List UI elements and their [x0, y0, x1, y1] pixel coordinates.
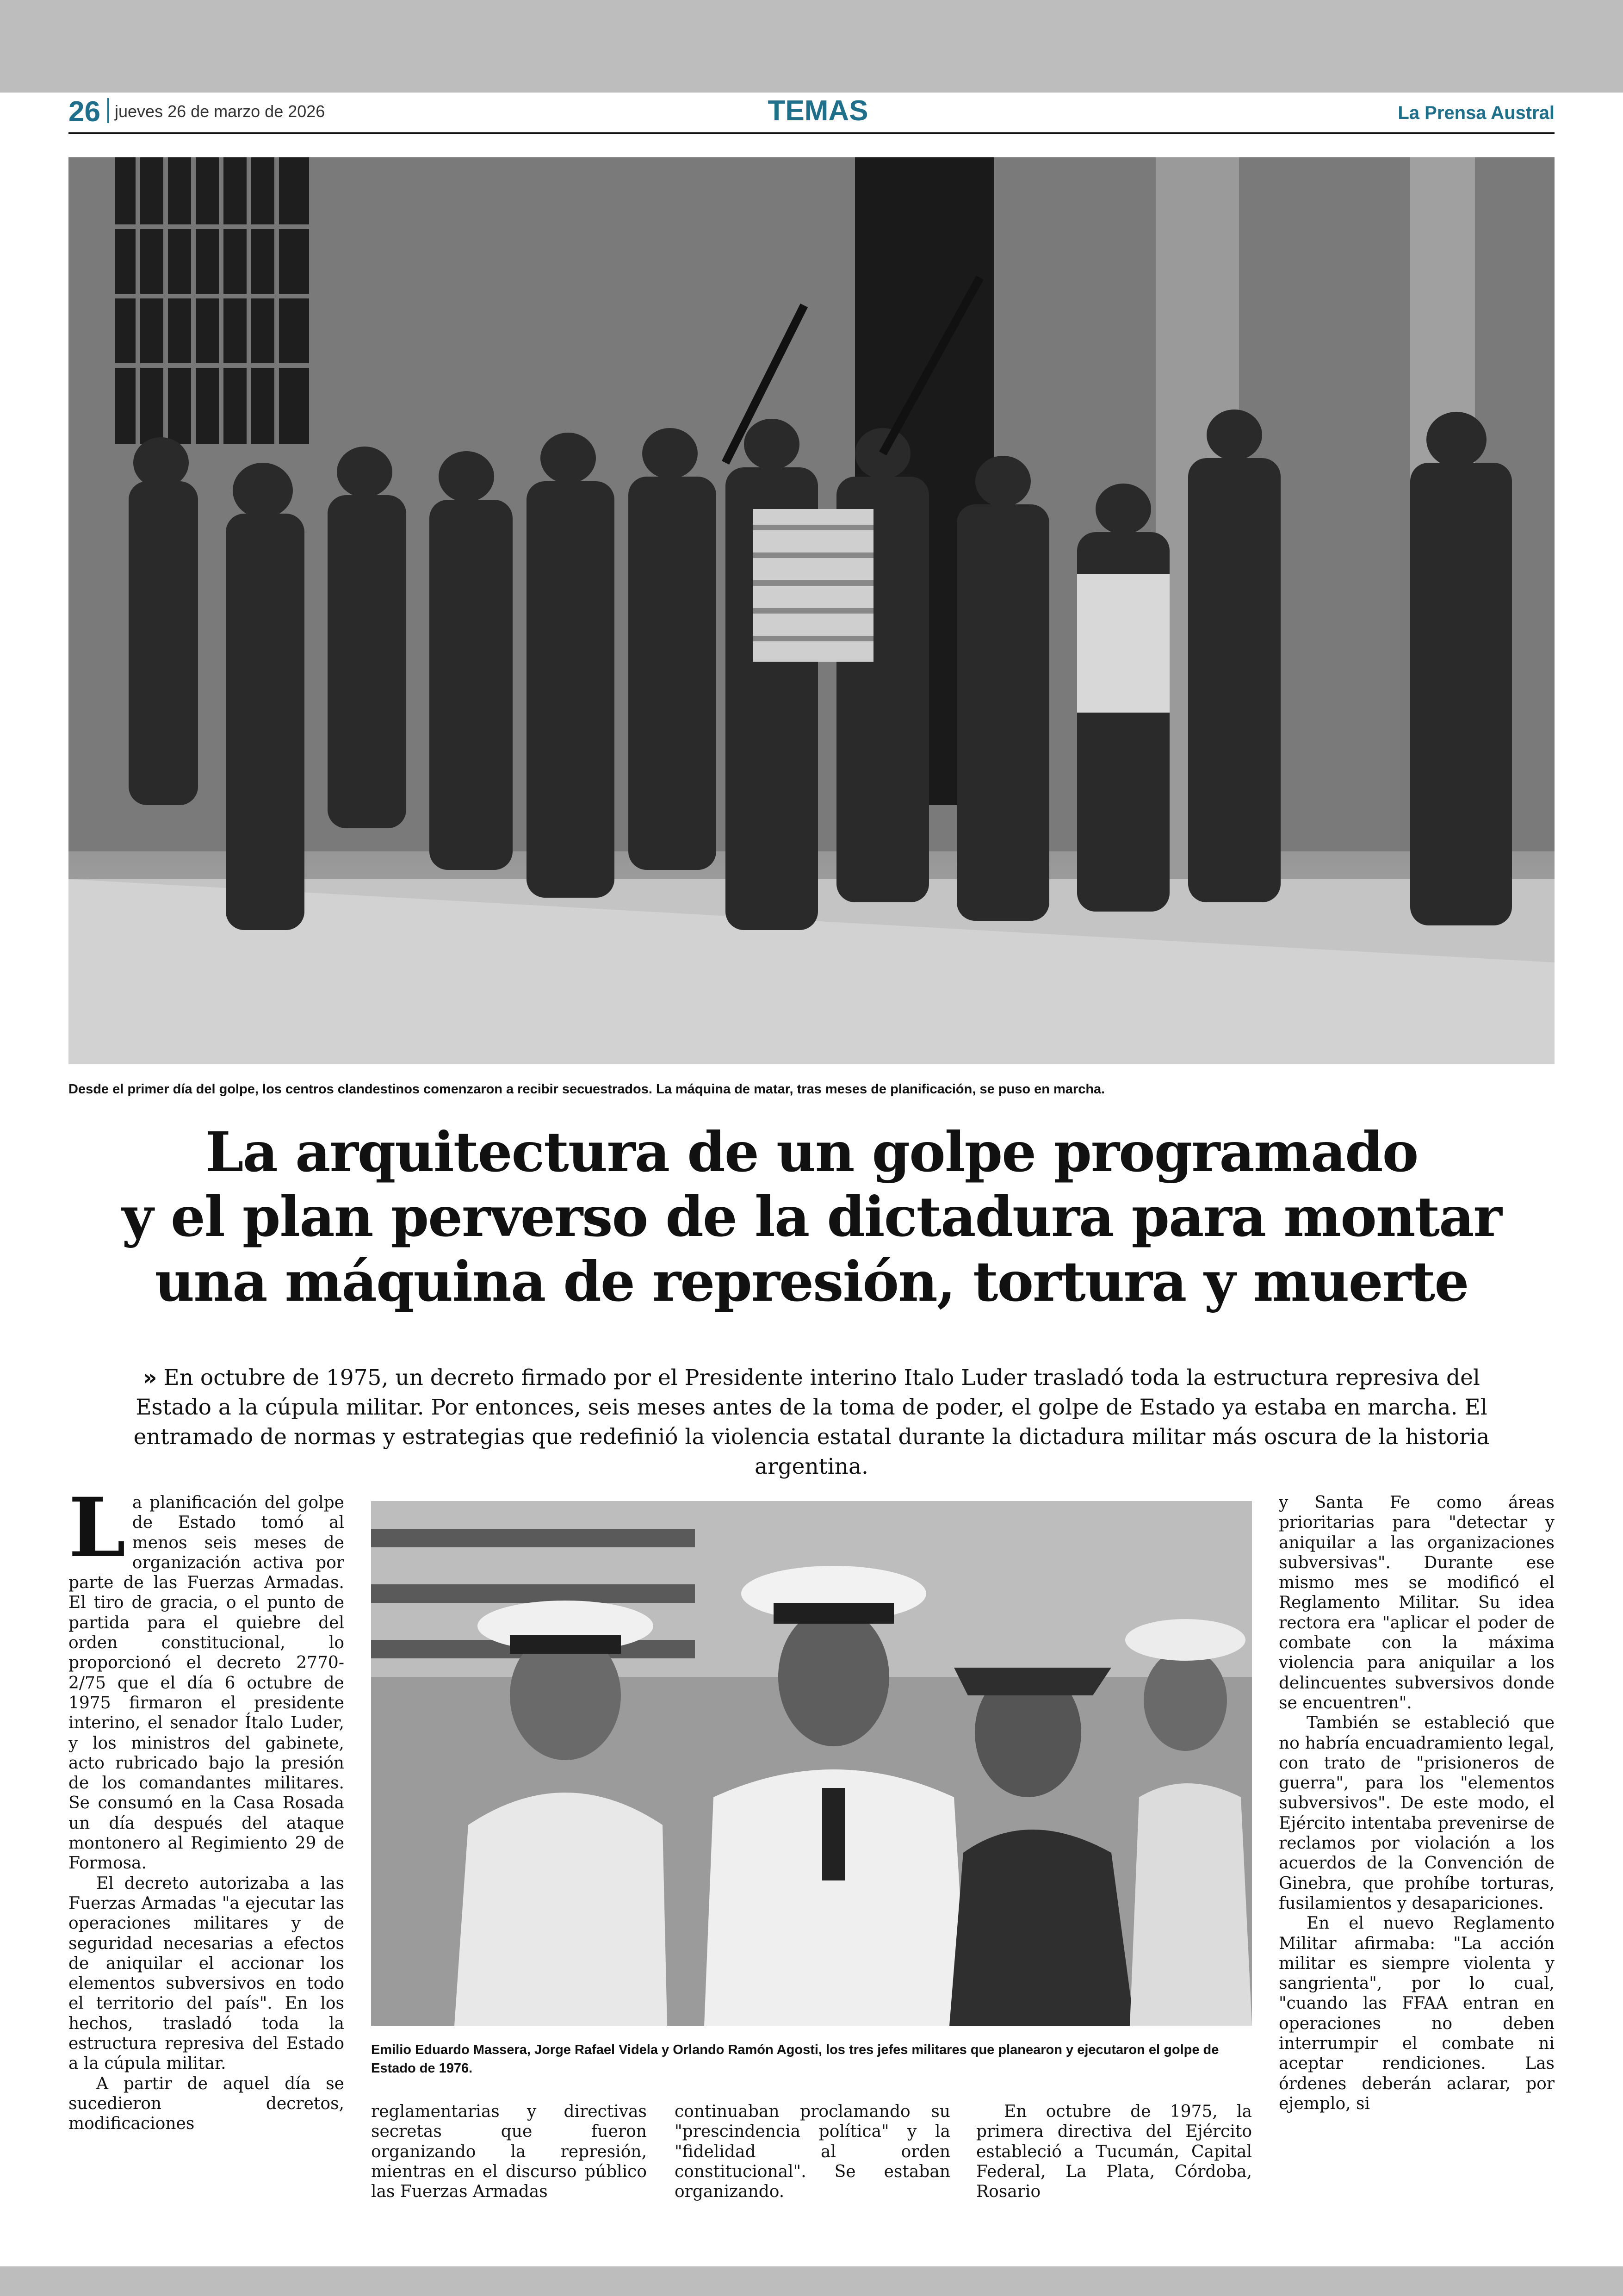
- section-title: TEMAS: [768, 95, 868, 127]
- article-column-4: [976, 2102, 1252, 2240]
- article-column-1: [68, 1493, 344, 2238]
- headline-line-2: y el plan perverso de la dictadura para montar: [122, 1185, 1501, 1249]
- article-paragraph: En octubre de 1975, la primera directiva del Ejército estableció a Tucumán, Capital Federal, La Plata, Córdoba, Rosario: [976, 2102, 1252, 2202]
- article-paragraph: continuaban proclamando su "prescindencia política" y la "fidelidad al orden constitucional". Se estaban organizando.: [675, 2102, 950, 2202]
- drop-cap: L: [68, 1493, 126, 1576]
- top-gray-band: [0, 0, 1623, 93]
- paragraph-text: a planificación del golpe de Estado tomó al menos seis meses de organización activa por parte de las Fuerzas Armadas. El tiro de gracia, o el punto de partida para el quiebre del orden constitucional, lo proporcionó el decreto 2770-2/75 que el día 6 octubre de 1975 firmaron el presidente interino, el senador Ítalo Luder, y los ministros del gabinete, acto rubricado bajo la presión de los comandantes militares. Se consumó en la Casa Rosada un día después del ataque montonero al Regimiento 29 de Formosa.: [68, 1493, 344, 1873]
- article-column-5: [1279, 1493, 1555, 2238]
- headline-line-1: La arquitectura de un golpe programado: [205, 1120, 1418, 1184]
- page-number: 26: [68, 96, 100, 128]
- article-paragraph: [68, 1493, 344, 1874]
- article-headline: [93, 1120, 1530, 1314]
- bottom-gray-band: [0, 2266, 1623, 2296]
- article-lede: [125, 1363, 1498, 1482]
- headline-line-3: una máquina de represión, tortura y muerte: [155, 1249, 1468, 1314]
- header-separator: [107, 98, 109, 123]
- middle-photo-caption: Emilio Eduardo Massera, Jorge Rafael Videla y Orlando Ramón Agosti, los tres jefes militares que planearon y ejecutaron el golpe de Estado de 1976.: [371, 2042, 1219, 2076]
- soldiers-detaining-civilians-icon: [68, 157, 1555, 1064]
- article-paragraph: y Santa Fe como áreas prioritarias para "detectar y aniquilar a las organizaciones subversivas". Durante ese mismo mes se modificó el Reglamento Militar. Su idea rectora era "aplicar el poder de combate con la máxima violencia para aniquilar a los delincuentes subversivos donde se encuentren".: [1279, 1493, 1555, 1713]
- article-paragraph: También se estableció que no habría encuadramiento legal, con trato de "prisioneros de guerra", para los "elementos subversivos". De este modo, el Ejército intentaba prevenirse de reclamos por violación a los acuerdos de la Convención de Ginebra, que prohíbe torturas, fusilamientos y desapariciones.: [1279, 1713, 1555, 1913]
- military-chiefs-photo: [371, 1501, 1252, 2026]
- header-date: jueves 26 de marzo de 2026: [115, 102, 325, 121]
- article-column-3: [675, 2102, 950, 2240]
- top-news-photo: [68, 157, 1555, 1064]
- lede-marker: »: [143, 1365, 157, 1390]
- three-military-chiefs-icon: [371, 1501, 1252, 2026]
- top-photo-caption: Desde el primer día del golpe, los centros clandestinos comenzaron a recibir secuestrados. La máquina de matar, tras meses de planificación, se puso en marcha.: [68, 1082, 1105, 1097]
- lede-text: En octubre de 1975, un decreto firmado por el Presidente interino Italo Luder trasladó toda la estructura represiva del Estado a la cúpula militar. Por entonces, seis meses antes de la toma de poder, el golpe de Estado ya estaba en marcha. El entramado de normas y estrategias que redefinió la violencia estatal durante la dictadura militar más oscura de la historia argentina.: [133, 1365, 1490, 1479]
- newspaper-name: La Prensa Austral: [1398, 103, 1555, 123]
- article-paragraph: En el nuevo Reglamento Militar afirmaba: "La acción militar es siempre violenta y sangrienta", por lo cual, "cuando las FFAA entran en operaciones no deben interrumpir el combate ni aceptar rendiciones. Las órdenes deberán aclarar, por ejemplo, si: [1279, 1914, 1555, 2113]
- article-paragraph: El decreto autorizaba a las Fuerzas Armadas "a ejecutar las operaciones militares y de seguridad necesarias a efectos de aniquilar el accionar los elementos subversivos en todo el territorio del país". En los hechos, trasladó toda la estructura represiva del Estado a la cúpula militar.: [68, 1874, 344, 2073]
- article-paragraph: A partir de aquel día se sucedieron decretos, modificaciones: [68, 2074, 344, 2134]
- article-paragraph: reglamentarias y directivas secretas que fueron organizando la represión, mientras en el discurso público las Fuerzas Armadas: [371, 2102, 647, 2202]
- article-column-2: [371, 2102, 647, 2240]
- page-header: [68, 93, 1555, 134]
